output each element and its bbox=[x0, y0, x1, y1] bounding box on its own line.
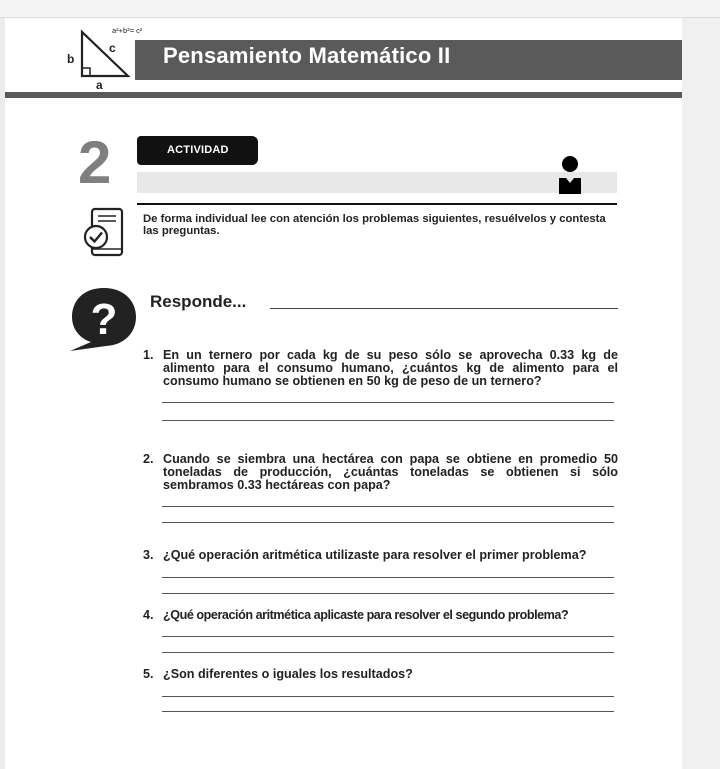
section-title-line bbox=[270, 308, 618, 309]
question-text: ¿Qué operación aritmética utilizaste para resolver el primer problema? bbox=[163, 548, 587, 562]
question-number: 1. bbox=[143, 348, 154, 362]
question-3 bbox=[143, 549, 618, 562]
section-title: Responde... bbox=[150, 292, 247, 311]
answer-line[interactable] bbox=[162, 711, 614, 712]
activity-instructions: De forma individual lee con atención los problemas siguientes, resuélvelos y contesta las preguntas. bbox=[143, 213, 606, 237]
header-divider bbox=[5, 92, 682, 98]
activity-rule bbox=[137, 203, 617, 205]
triangle-label-c: c bbox=[109, 41, 116, 55]
answer-line[interactable] bbox=[162, 593, 614, 594]
question-2 bbox=[143, 453, 618, 492]
viewer-right-margin bbox=[682, 18, 720, 769]
activity-bar bbox=[137, 172, 617, 193]
person-icon bbox=[557, 156, 583, 194]
question-text: Cuando se siembra una hectárea con papa se obtiene en promedio 50 toneladas de producción, ¿cuántas toneladas se obtienen si sólo sembramos 0.33 hectáreas con papa? bbox=[163, 452, 618, 492]
question-bubble-icon bbox=[68, 285, 140, 355]
question-number: 5. bbox=[143, 667, 154, 681]
answer-line[interactable] bbox=[162, 652, 614, 653]
answer-line[interactable] bbox=[162, 522, 614, 523]
answer-line[interactable] bbox=[162, 402, 614, 403]
question-glyph: ? bbox=[90, 295, 118, 344]
answer-line[interactable] bbox=[162, 696, 614, 697]
answer-line[interactable] bbox=[162, 636, 614, 637]
answer-line[interactable] bbox=[162, 577, 614, 578]
triangle-label-b: b bbox=[67, 52, 75, 66]
question-4 bbox=[143, 609, 618, 622]
triangle-formula: a²+b²= c² bbox=[112, 26, 142, 35]
answer-line[interactable] bbox=[162, 506, 614, 507]
viewer-top-bar bbox=[0, 0, 720, 18]
question-text: ¿Qué operación aritmética aplicaste para resolver el segundo problema? bbox=[163, 608, 569, 622]
question-text: ¿Son diferentes o iguales los resultados? bbox=[163, 667, 413, 681]
question-number: 3. bbox=[143, 548, 154, 562]
right-triangle-icon bbox=[62, 20, 142, 95]
question-1 bbox=[143, 349, 618, 388]
question-5 bbox=[143, 668, 618, 681]
triangle-label-a: a bbox=[96, 78, 103, 92]
activity-number: 2 bbox=[78, 129, 112, 196]
question-text: En un ternero por cada kg de su peso sólo se aprovecha 0.33 kg de alimento para el consumo humano, ¿cuántos kg de alimento para el consumo humano se obtienen en 50 kg de peso de un ternero? bbox=[163, 348, 618, 388]
question-number: 4. bbox=[143, 608, 154, 622]
activity-badge: ACTIVIDAD bbox=[137, 136, 258, 165]
notebook-check-icon bbox=[83, 205, 127, 259]
question-number: 2. bbox=[143, 452, 154, 466]
answer-line[interactable] bbox=[162, 420, 614, 421]
page-title: Pensamiento Matemático II bbox=[163, 43, 451, 68]
